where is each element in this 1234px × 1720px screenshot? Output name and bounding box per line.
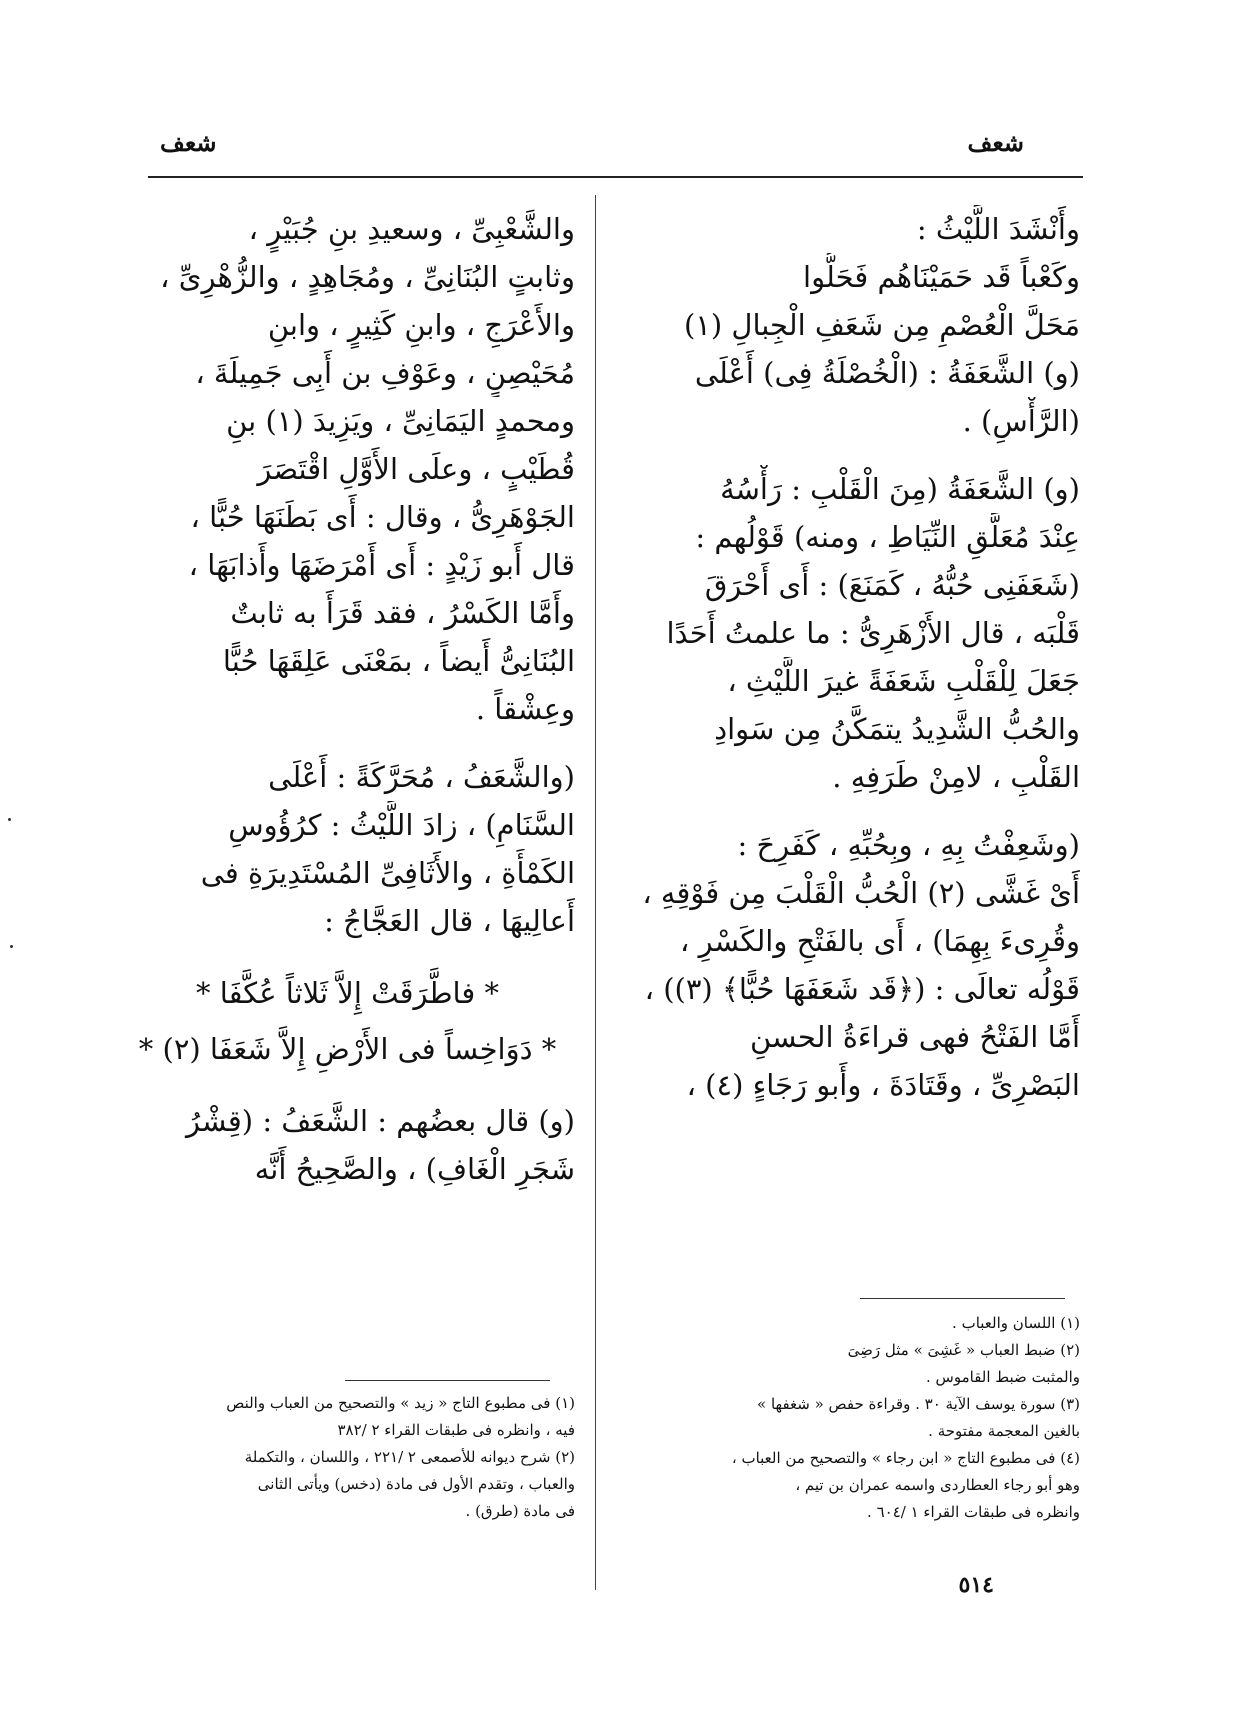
text-line: مُحَيْصِنٍ ، وعَوْفِ بن أَبِى جَمِيلَةَ ، (195, 356, 575, 390)
text-line: البَصْرِىِّ ، وقَتَادَةَ ، وأَبو رَجَاءٍ (٤) ، (686, 1068, 1080, 1102)
text-line: السَّنَامِ) ، زادَ اللَّيْثُ : كرُؤُوسِ (228, 808, 575, 842)
text-line: (و) الشَّعَفَةُ : (الْخُصْلَةُ فِى) أَعْلَى (694, 356, 1080, 390)
text-line: والأَعْرَجِ ، وابنِ كَثِيرٍ ، وابنِ (267, 308, 575, 342)
text-line: (والشَّعَفُ ، مُحَرَّكَةً : أَعْلَى (268, 760, 575, 794)
footnote-line: فى مادة (طرق) . (465, 1502, 575, 1520)
text-line: (الرَّأْسِ) . (962, 404, 1080, 438)
text-line: ومحمدٍ اليَمَانِىِّ ، ويَزِيدَ (١) بنِ (226, 404, 575, 438)
footnotes-right (612, 1310, 1080, 1526)
text-line: أَىْ غَشَّى (٢) الْحُبُّ الْقَلْبَ مِن فَوْقِهِ ، (642, 876, 1080, 910)
footnotes-left (120, 1390, 575, 1525)
text-line: جَعَلَ لِلْقَلْبِ شَعَفَةً غيرَ اللَّيْثِ ، (727, 664, 1080, 698)
text-line: والشَّعْبِىِّ ، وسعيدِ بنِ جُبَيْرٍ ، (248, 212, 575, 246)
footnote-line: (٢) شرح ديوانه للأصمعى ٢ /٢٢١ ، واللسان ، والتكملة (244, 1448, 575, 1466)
column-divider (595, 195, 596, 1590)
footnote-line: بالغين المعجمة مفتوحة . (928, 1422, 1080, 1440)
footnote-line: والمثبت ضبط القاموس . (926, 1368, 1080, 1386)
footnote-line: (٤) فى مطبوع التاج « ابن رجاء » والتصحيح من العباب ، (731, 1449, 1080, 1467)
text-line: الكَمْأَةِ ، والأَثَافِىِّ المُسْتَدِيرَةِ فى (200, 856, 575, 890)
footnote-line: (١) اللسان والعباب . (952, 1314, 1080, 1332)
text-line: وقُرِىءَ بِهِمَا) ، أَى بالفَتْحِ والكَسْرِ ، (679, 924, 1080, 958)
verse-line: * دَوَاخِساً فى الأَرْضِ إِلاَّ شَعَفَا (٢) * (138, 1032, 557, 1066)
header-rule (148, 176, 1083, 178)
text-line: (شَعَفَنِى حُبُّهُ ، كَمَنَعَ) : أَى أَحْرَقَ (704, 568, 1080, 602)
text-line: عِنْدَ مُعَلَّقِ النِّيَاطِ ، ومنه) قَوْلُهم : (695, 520, 1080, 554)
text-line: قَوْلُه تعالَى : (﴿قَد شَعَفَهَا حُبًّا﴾ (٣)) ، (644, 972, 1080, 1006)
running-header-left: شعف (160, 128, 217, 157)
verse-line: مَحَلَّ الْعُصْمِ مِن شَعَفِ الْجِبالِ (١) (683, 308, 1080, 342)
left-column (120, 205, 575, 1193)
right-column (612, 205, 1080, 1109)
footnote-rule-left (345, 1380, 550, 1381)
footnote-line: (٢) ضبط العباب « غَشِىَ » مثل رَضِىَ (847, 1341, 1080, 1359)
scan-speck (8, 818, 11, 821)
footnote-line: وهو أبو رجاء العطاردى واسمه عمران بن تيم ، (795, 1476, 1080, 1494)
text-line: (و) الشَّعَفَةُ (مِنَ الْقَلْبِ : رَأْسُهُ (720, 472, 1080, 506)
text-line: أَعالِيهَا ، قال العَجَّاجُ : (324, 904, 575, 938)
text-line: شَجَرِ الْغَافِ) ، والصَّحِيحُ أَنَّه (254, 1152, 575, 1186)
text-line: الجَوْهَرِىُّ ، وقال : أَى بَطَنَهَا حُبًّا ، (190, 500, 575, 534)
text-line: أَمَّا الفَتْحُ فهى قراءَةُ الحسنِ (749, 1020, 1080, 1054)
text-line: البُنَانِىُّ أَيضاً ، بمَعْنَى عَلِقَهَا حُبًّا (222, 644, 575, 678)
text-line: (وشَعِفْتُ بِهِ ، وبِحُبِّهِ ، كَفَرِحَ : (737, 828, 1080, 862)
scan-speck (10, 945, 13, 948)
footnote-line: فيه ، وانظره فى طبقات القراء ٢ /٣٨٢ (337, 1421, 575, 1439)
text-line: وعِشْقاً . (475, 692, 575, 726)
footnote-line: (١) فى مطبوع التاج « زيد » والتصحيح من العباب والنص (226, 1394, 575, 1412)
running-header-right: شعف (967, 128, 1024, 157)
text-line: والحُبُّ الشَّدِيدُ يتمَكَّنُ مِن سَوادِ (714, 712, 1080, 746)
text-line: القَلْبِ ، لامِنْ طَرَفِهِ . (832, 760, 1080, 794)
footnote-rule-right (860, 1298, 1065, 1299)
page-number: ٥١٤ (958, 1572, 994, 1598)
text-line: (و) قال بعضُهم : الشَّعَفُ : (قِشْرُ (186, 1104, 575, 1138)
text-line: قال أَبو زَيْدٍ : أَى أَمْرَضَهَا وأَذابَهَا ، (188, 548, 575, 582)
verse-line: وكَعْباً قَد حَمَيْنَاهُم فَحَلُّوا (803, 260, 1080, 294)
footnote-line: والعباب ، وتقدم الأول فى مادة (دخس) ويأتى الثانى (257, 1475, 575, 1493)
footnote-line: (٣) سورة يوسف الآية ٣٠ . وقراءة حفص « شغفها » (757, 1395, 1080, 1413)
text-line: قُطَيْبٍ ، وعلَى الأَوَّلِ اقْتَصَرَ (257, 452, 575, 486)
text-line: قَلْبَه ، قال الأَزْهَرِىُّ : ما علمتُ أَحَدًا (666, 616, 1080, 650)
footnote-line: وانظره فى طبقات القراء ١ /٦٠٤ . (867, 1503, 1080, 1521)
text-line: وأَمَّا الكَسْرُ ، فقد قَرَأَ به ثابتٌ (230, 596, 575, 630)
text-line: وأَنْشَدَ اللَّيْثُ : (916, 212, 1080, 246)
text-line: وثابتٍ البُنَانِىِّ ، ومُجَاهِدٍ ، والزُّهْرِىِّ ، (160, 260, 575, 294)
verse-line: * فاطَّرَقَتْ إِلاَّ ثَلاثاً عُكَّفَا * (196, 976, 499, 1010)
